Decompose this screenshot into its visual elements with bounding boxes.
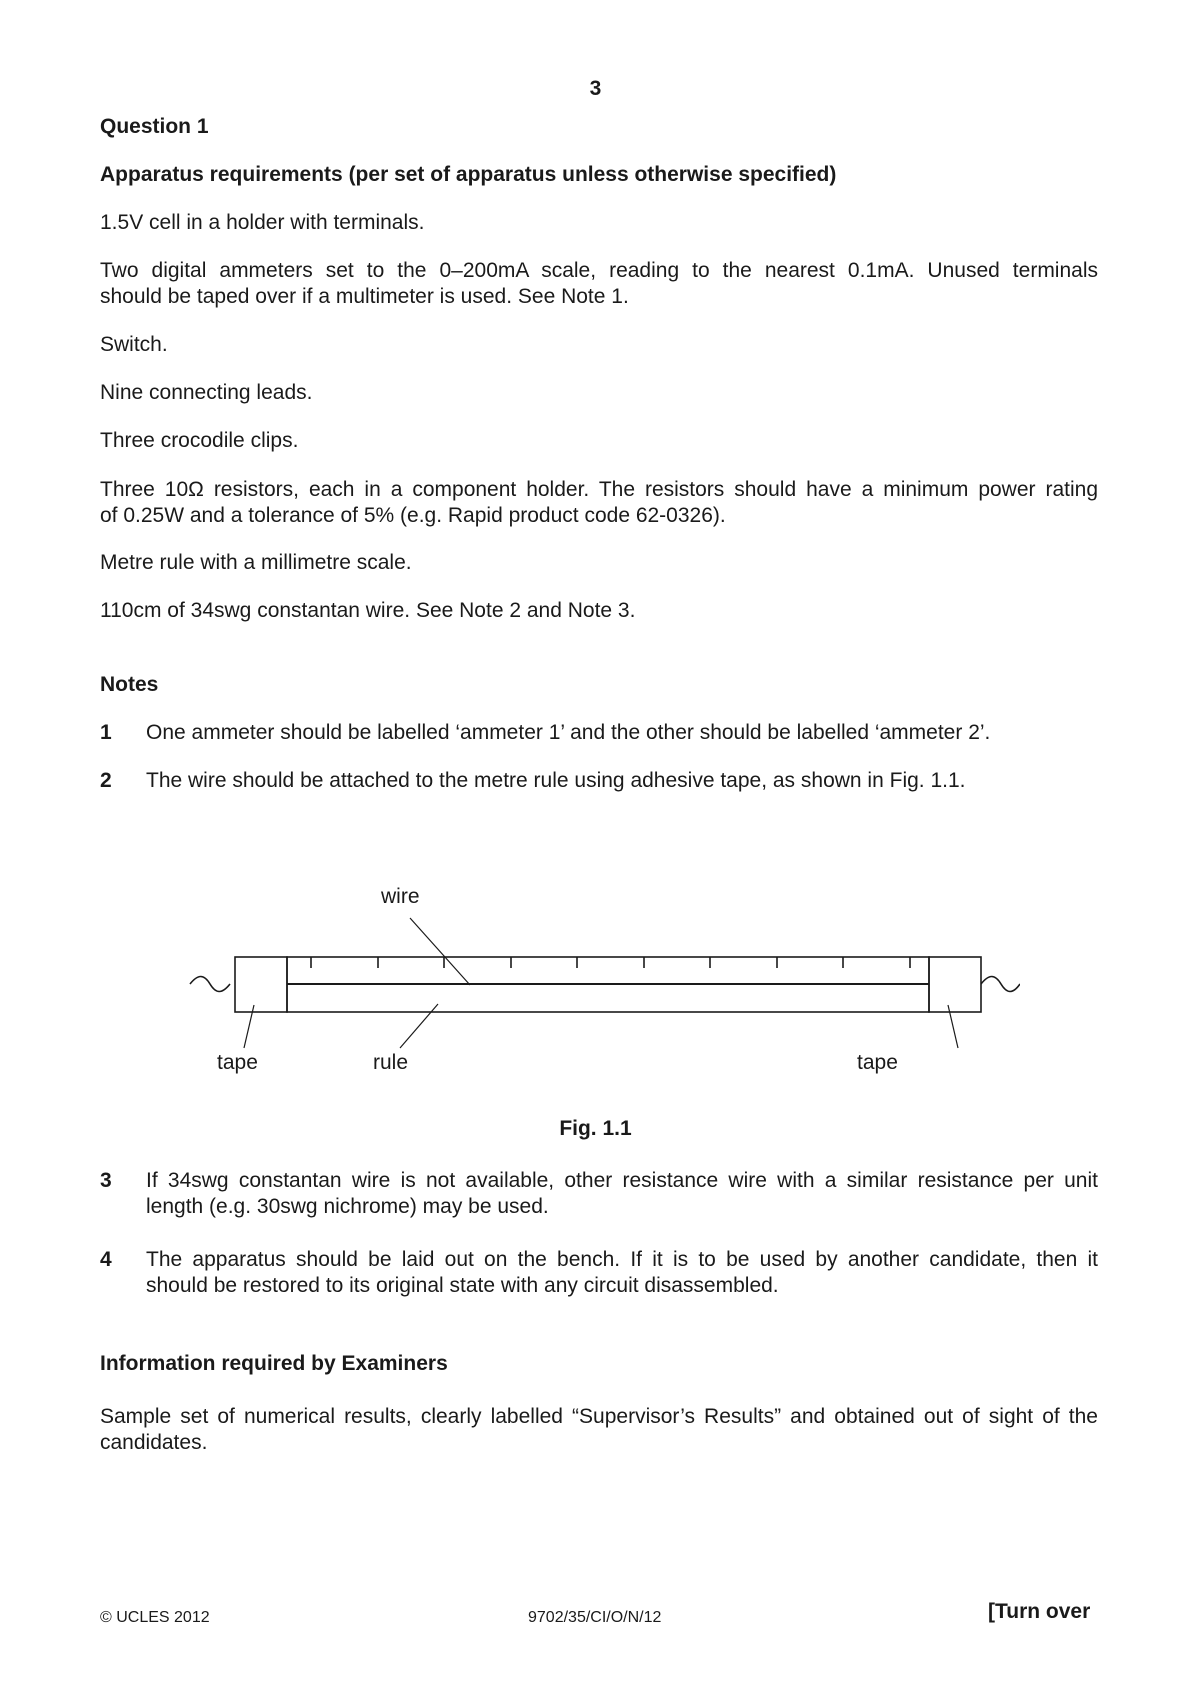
tape-right	[929, 957, 981, 1012]
note-number: 3	[100, 1169, 112, 1192]
wire-end-left	[190, 977, 230, 992]
apparatus-heading: Apparatus requirements (per set of apparatus unless otherwise specified)	[100, 163, 837, 186]
note-text: The wire should be attached to the metre rule using adhesive tape, as shown in Fig. 1.1.	[146, 769, 966, 792]
note-number: 2	[100, 769, 112, 792]
examiners-heading: Information required by Examiners	[100, 1352, 448, 1375]
apparatus-item-ammeters: Two digital ammeters set to the 0–200mA scale, reading to the nearest 0.1mA. Unused terminals should be taped over if a multimeter is used. See Note 1.	[100, 259, 1098, 308]
note-text: If 34swg constantan wire is not available, other resistance wire with a similar resistance per unit length (e.g. 30swg nichrome) may be used.	[146, 1169, 1098, 1218]
apparatus-item-leads: Nine connecting leads.	[100, 381, 313, 404]
apparatus-item-switch: Switch.	[100, 333, 168, 356]
note-text: The apparatus should be laid out on the bench. If it is to be used by another candidate, then it should be restored to its original state with any circuit disassembled.	[146, 1248, 1098, 1297]
footer-paper-code: 9702/35/CI/O/N/12	[528, 1609, 662, 1626]
examiners-text: Sample set of numerical results, clearly labelled “Supervisor’s Results” and obtained out of sight of the candidates.	[100, 1405, 1098, 1454]
leader-rule	[400, 1004, 438, 1048]
figure-label-tape-left: tape	[217, 1051, 258, 1074]
footer-turn-over: [Turn over	[988, 1600, 1091, 1623]
rule-scale-ticks	[311, 957, 910, 968]
apparatus-item-rule: Metre rule with a millimetre scale.	[100, 551, 412, 574]
figure-caption: Fig. 1.1	[559, 1117, 632, 1140]
wire-end-right	[981, 977, 1020, 992]
figure-wire-on-rule	[180, 885, 1020, 1078]
footer-copyright: © UCLES 2012	[100, 1609, 210, 1626]
figure-label-rule: rule	[373, 1051, 409, 1074]
apparatus-item-clips: Three crocodile clips.	[100, 429, 299, 452]
page-number: 3	[589, 77, 602, 100]
note-number: 1	[100, 721, 112, 744]
figure-label-tape-right: tape	[857, 1051, 898, 1074]
apparatus-item-cell: 1.5V cell in a holder with terminals.	[100, 211, 425, 234]
question-title: Question 1	[100, 115, 209, 138]
notes-heading: Notes	[100, 673, 159, 696]
note-text: One ammeter should be labelled ‘ammeter 1’ and the other should be labelled ‘ammeter 2’.	[146, 721, 991, 744]
apparatus-item-wire: 110cm of 34swg constantan wire. See Note 2 and Note 3.	[100, 599, 636, 622]
note-number: 4	[100, 1248, 112, 1271]
figure-label-wire: wire	[381, 885, 420, 908]
apparatus-item-resistors: Three 10Ω resistors, each in a component holder. The resistors should have a minimum power rating of 0.25W and a tolerance of 5% (e.g. Rapid product code 62-0326).	[100, 478, 1098, 527]
leader-wire	[410, 918, 470, 985]
tape-left	[235, 957, 287, 1012]
